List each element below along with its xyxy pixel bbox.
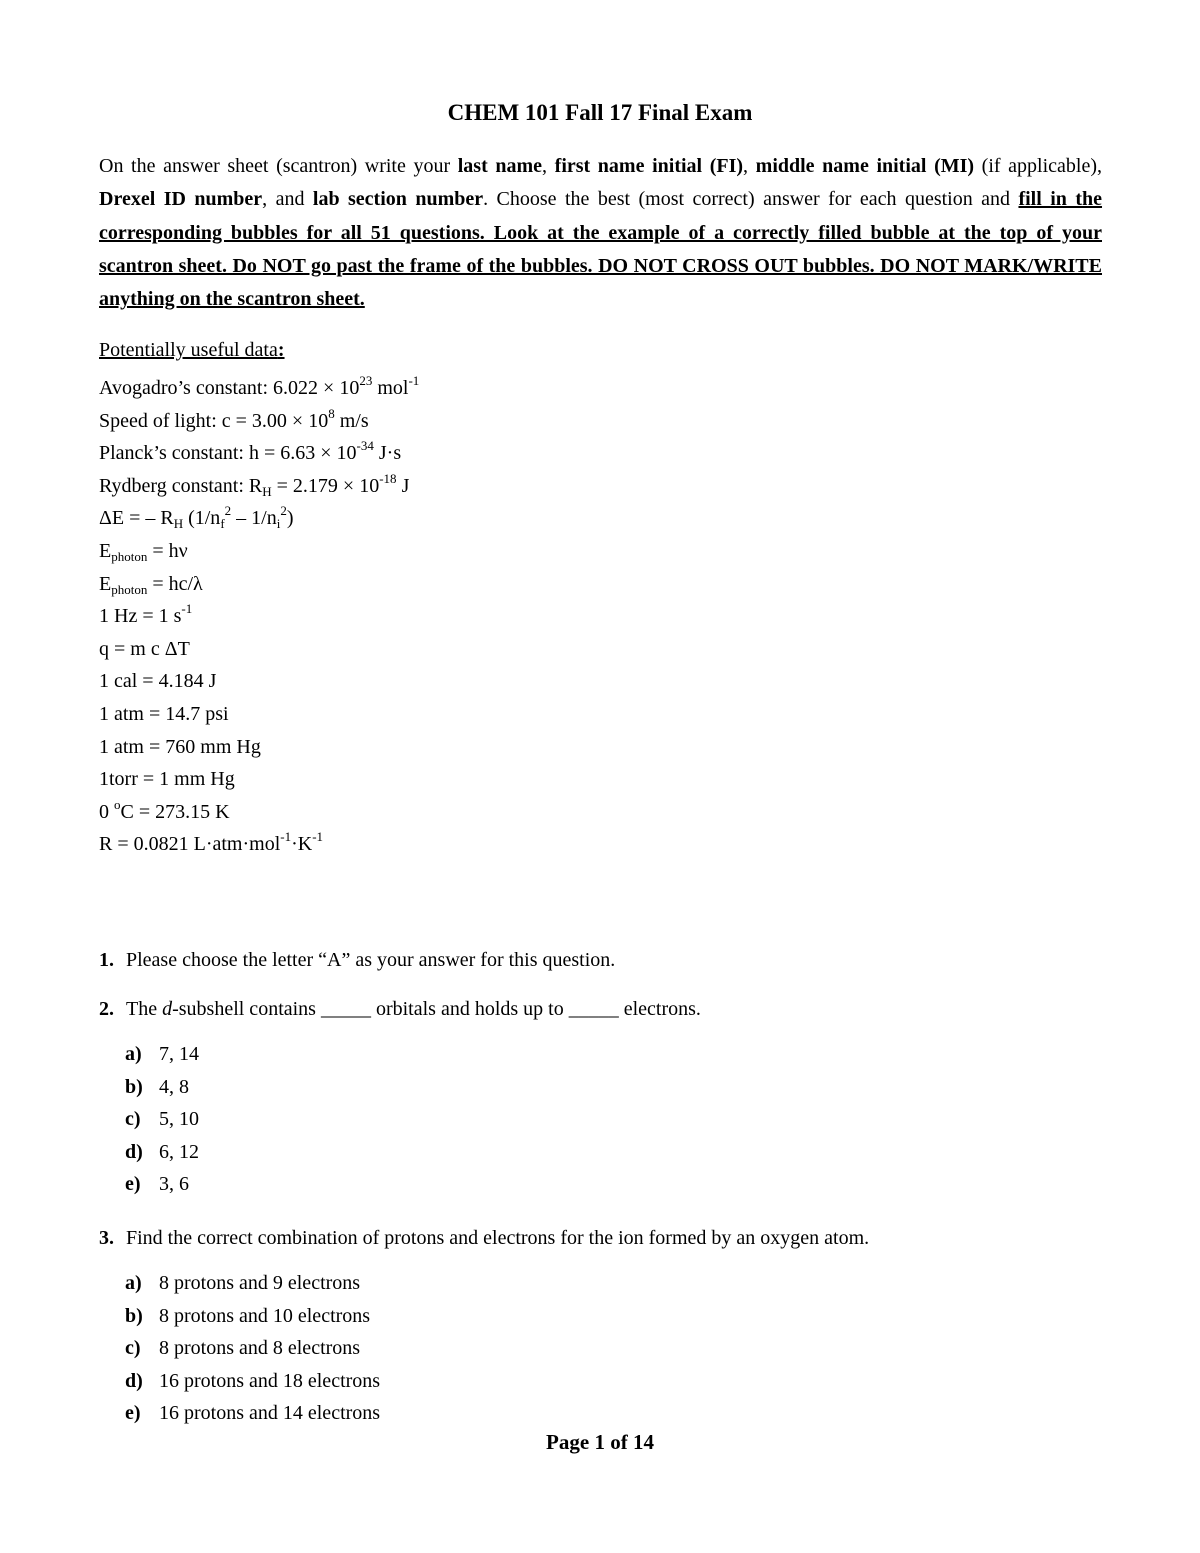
option: e) 3, 6 <box>125 1173 189 1196</box>
question-3-options <box>125 1267 380 1430</box>
calorie-conversion: 1 cal = 4.184 J <box>99 670 217 693</box>
energy-difference-equation: ΔE = – $R_H$ $(1/n_f^2 - 1/n_i^2)$ <box>99 503 294 532</box>
option: a) 7, 14 <box>125 1043 199 1065</box>
constants-list <box>99 372 419 861</box>
avogadro-constant: Avogadro’s constant: $6.022 \times 10^{23}$ mol$^{-1}$ <box>99 373 420 399</box>
instructions-paragraph: On the answer sheet (scantron) write your last name, first name initial (FI), middle name initial (MI) (if applicable), Drexel ID number, and lab section number. Choose the best (most correct) answer for each question and fill in the corresponding bubbles for all 51 questions. Look at the example of a correctly filled bubble at the top of your scantron sheet. Do NOT go past the frame of the bubbles. DO NOT CROSS OUT bubbles. DO NOT MARK/WRITE anything on the scantron sheet. <box>99 155 1103 311</box>
kelvin-conversion: 0 $^o$C = 273.15 K <box>99 796 230 823</box>
atm-mmhg-conversion: 1 atm = 760 mm Hg <box>99 735 261 758</box>
rydberg-constant: Rydberg constant: $R_H = 2.179 \times 10^{-18}$ J <box>99 470 410 499</box>
torr-conversion: 1torr = 1 mm Hg <box>99 768 235 791</box>
option: a) 8 protons and 9 electrons <box>125 1272 361 1294</box>
option: c) 8 protons and 8 electrons <box>125 1337 361 1360</box>
heat-equation: q = m c ΔT <box>99 637 190 660</box>
option: b) 4, 8 <box>125 1075 189 1098</box>
option: e) 16 protons and 14 electrons <box>125 1402 381 1425</box>
gas-constant: R = 0.0821 $L\cdot atm\cdot mol^{-1}\cdot K^{-1}$ <box>99 829 324 856</box>
hertz-definition: 1 Hz = 1 $s^{-1}$ <box>99 601 193 628</box>
question-3: 3. Find the correct combination of protons and electrons for the ion formed by an oxygen atom. <box>99 1227 870 1249</box>
question-2-options <box>125 1038 199 1201</box>
speed-of-light: Speed of light: $c = 3.00 \times 10^8$ m/s <box>99 405 369 432</box>
atm-psi-conversion: 1 atm = 14.7 psi <box>99 702 229 725</box>
page-number: Page 1 of 14 <box>546 1430 654 1454</box>
exam-title: CHEM 101 Fall 17 Final Exam <box>447 100 753 125</box>
question-2: 2. The d-subshell contains _____ orbitals and holds up to _____ electrons. <box>99 998 701 1020</box>
question-1: 1. Please choose the letter “A” as your answer for this question. <box>99 949 616 971</box>
option: b) 8 protons and 10 electrons <box>125 1304 371 1327</box>
option: d) 16 protons and 18 electrons <box>125 1369 381 1392</box>
constants-heading: Potentially useful data: <box>99 339 285 361</box>
bubble-instructions: fill in the corresponding bubbles for all 51 questions. Look at the example of a correctly filled bubble at the top of your scantron sheet. Do NOT go past the frame of the bubbles. DO NOT CROSS OUT bubbles. DO NOT MARK/WRITE anything on the scantron sheet. <box>99 188 1103 311</box>
photon-energy-frequency: $E_{photon} = h\nu$ <box>99 539 188 564</box>
photon-energy-wavelength: $E_{photon} = hc/\lambda$ <box>99 572 203 597</box>
planck-constant: Planck’s constant: $h = 6.63 \times 10^{-34}$ J·s <box>99 438 402 465</box>
option: c) 5, 10 <box>125 1108 199 1131</box>
option: d) 6, 12 <box>125 1140 199 1163</box>
